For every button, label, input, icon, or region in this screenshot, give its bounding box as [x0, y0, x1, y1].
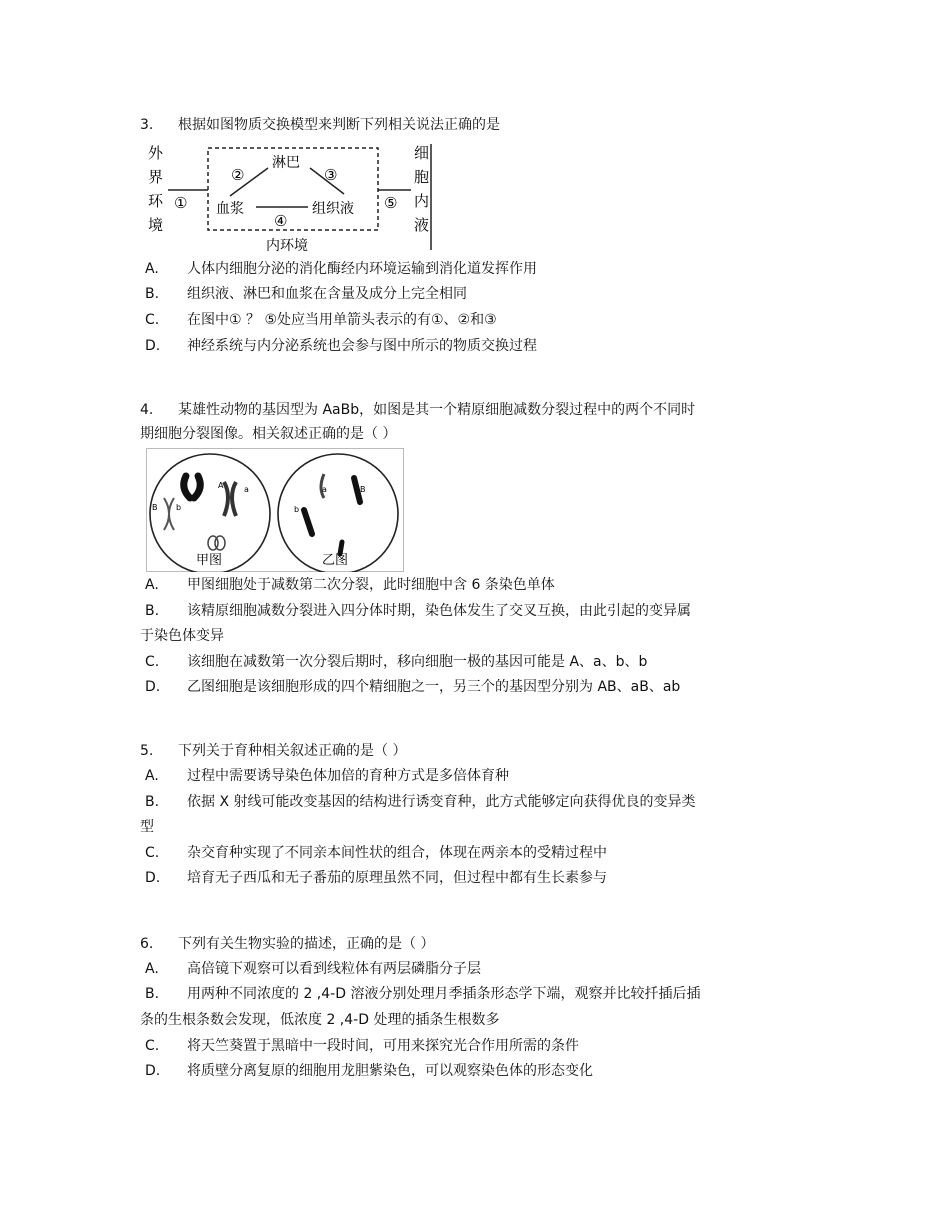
t-right-char: 液: [414, 216, 430, 234]
q4-option-d: D. 乙图细胞是该细胞形成的四个精细胞之一，另三个的基因型分别为 AB、aB、ab: [145, 679, 681, 695]
label-internal-environment: 内环境: [266, 238, 308, 254]
label-lymph: 淋巴: [272, 155, 300, 171]
cell-yi-label: 乙图: [322, 553, 349, 568]
gene-B-right: B: [360, 485, 366, 494]
q3-option-b: B. 组织液、淋巴和血浆在含量及成分上完全相同: [145, 286, 467, 302]
t-right-char: 细: [414, 144, 430, 162]
gene-a-right: a: [322, 485, 327, 494]
diagram-left-label: [148, 144, 164, 234]
q5-option-b: B. 依据 X 射线可能改变基因的结构进行诱变育种，此方式能够定向获得优良的变异类: [145, 794, 696, 810]
question-4-stem: 4. 某雄性动物的基因型为 AaBb，如图是其一个精原细胞减数分裂过程中的两个不同时: [140, 402, 696, 418]
q6-option-b-wrap: 条的生根条数会发现，低浓度 2 ,4-D 处理的插条生根数多: [140, 1012, 500, 1028]
mark-4: ④: [274, 212, 288, 230]
q6-option-b: B. 用两种不同浓度的 2 ,4-D 溶液分别处理月季插条形态学下端，观察并比较扦插后插: [145, 986, 701, 1002]
question-4-stem-line2: 期细胞分裂图像。相关叙述正确的是（ ）: [140, 426, 397, 442]
mark-2: ②: [231, 166, 245, 184]
t-left-char: 外: [148, 144, 164, 162]
q5-option-a: A. 过程中需要诱导染色体加倍的育种方式是多倍体育种: [145, 768, 509, 784]
q4-option-c: C. 该细胞在减数第一次分裂后期时，移向细胞一极的基因可能是 A、a、b、b: [145, 654, 648, 670]
t-left-char: 环: [148, 192, 164, 210]
q6-option-c: C. 将天竺葵置于黑暗中一段时间，可用来探究光合作用所需的条件: [145, 1038, 579, 1054]
meiosis-cell-diagram: [146, 448, 404, 572]
q5-option-d: D. 培育无子西瓜和无子番茄的原理虽然不同，但过程中都有生长素参与: [145, 870, 607, 886]
q5-option-b-wrap: 型: [140, 819, 154, 835]
question-5-stem: 5. 下列关于育种相关叙述正确的是（ ）: [140, 743, 407, 759]
mark-5: ⑤: [384, 194, 398, 212]
mark-3: ③: [324, 166, 338, 184]
q3-option-d: D. 神经系统与内分泌系统也会参与图中所示的物质交换过程: [145, 338, 537, 354]
gene-b-right: b: [294, 505, 300, 514]
t-left-char: 境: [148, 216, 164, 234]
q4-option-b: B. 该精原细胞减数分裂进入四分体时期，染色体发生了交叉互换，由此引起的变异属: [145, 603, 691, 619]
question-6-stem: 6. 下列有关生物实验的描述，正确的是（ ）: [140, 936, 435, 952]
gene-a-left: a: [244, 485, 249, 494]
label-plasma: 血浆: [216, 201, 244, 217]
material-exchange-diagram: [146, 140, 438, 258]
gene-b-left: b: [176, 503, 182, 512]
q6-option-d: D. 将质壁分离复原的细胞用龙胆紫染色，可以观察染色体的形态变化: [145, 1063, 593, 1079]
mark-1: ①: [174, 194, 188, 212]
gene-A-left: A: [218, 481, 224, 490]
gene-B-left: B: [152, 503, 158, 512]
q4-option-a: A. 甲图细胞处于减数第二次分裂，此时细胞中含 6 条染色单体: [145, 577, 555, 593]
cell-jia-label: 甲图: [196, 553, 223, 568]
diagram-right-label: [414, 144, 429, 234]
t-left-char: 界: [148, 168, 164, 186]
question-3-stem: 3. 根据如图物质交换模型来判断下列相关说法正确的是: [140, 117, 500, 133]
t-right-char: 内: [414, 192, 430, 210]
q4-option-b-wrap: 于染色体变异: [140, 628, 224, 644]
label-tissue-fluid: 组织液: [312, 201, 354, 217]
q6-option-a: A. 高倍镜下观察可以看到线粒体有两层磷脂分子层: [145, 961, 481, 977]
q3-option-a: A. 人体内细胞分泌的消化酶经内环境运输到消化道发挥作用: [145, 261, 537, 277]
q5-option-c: C. 杂交育种实现了不同亲本间性状的组合，体现在两亲本的受精过程中: [145, 845, 607, 861]
t-right-char: 胞: [414, 168, 430, 186]
q3-option-c: C. 在图中① ？ ⑤处应当用单箭头表示的有①、②和③: [145, 312, 497, 328]
